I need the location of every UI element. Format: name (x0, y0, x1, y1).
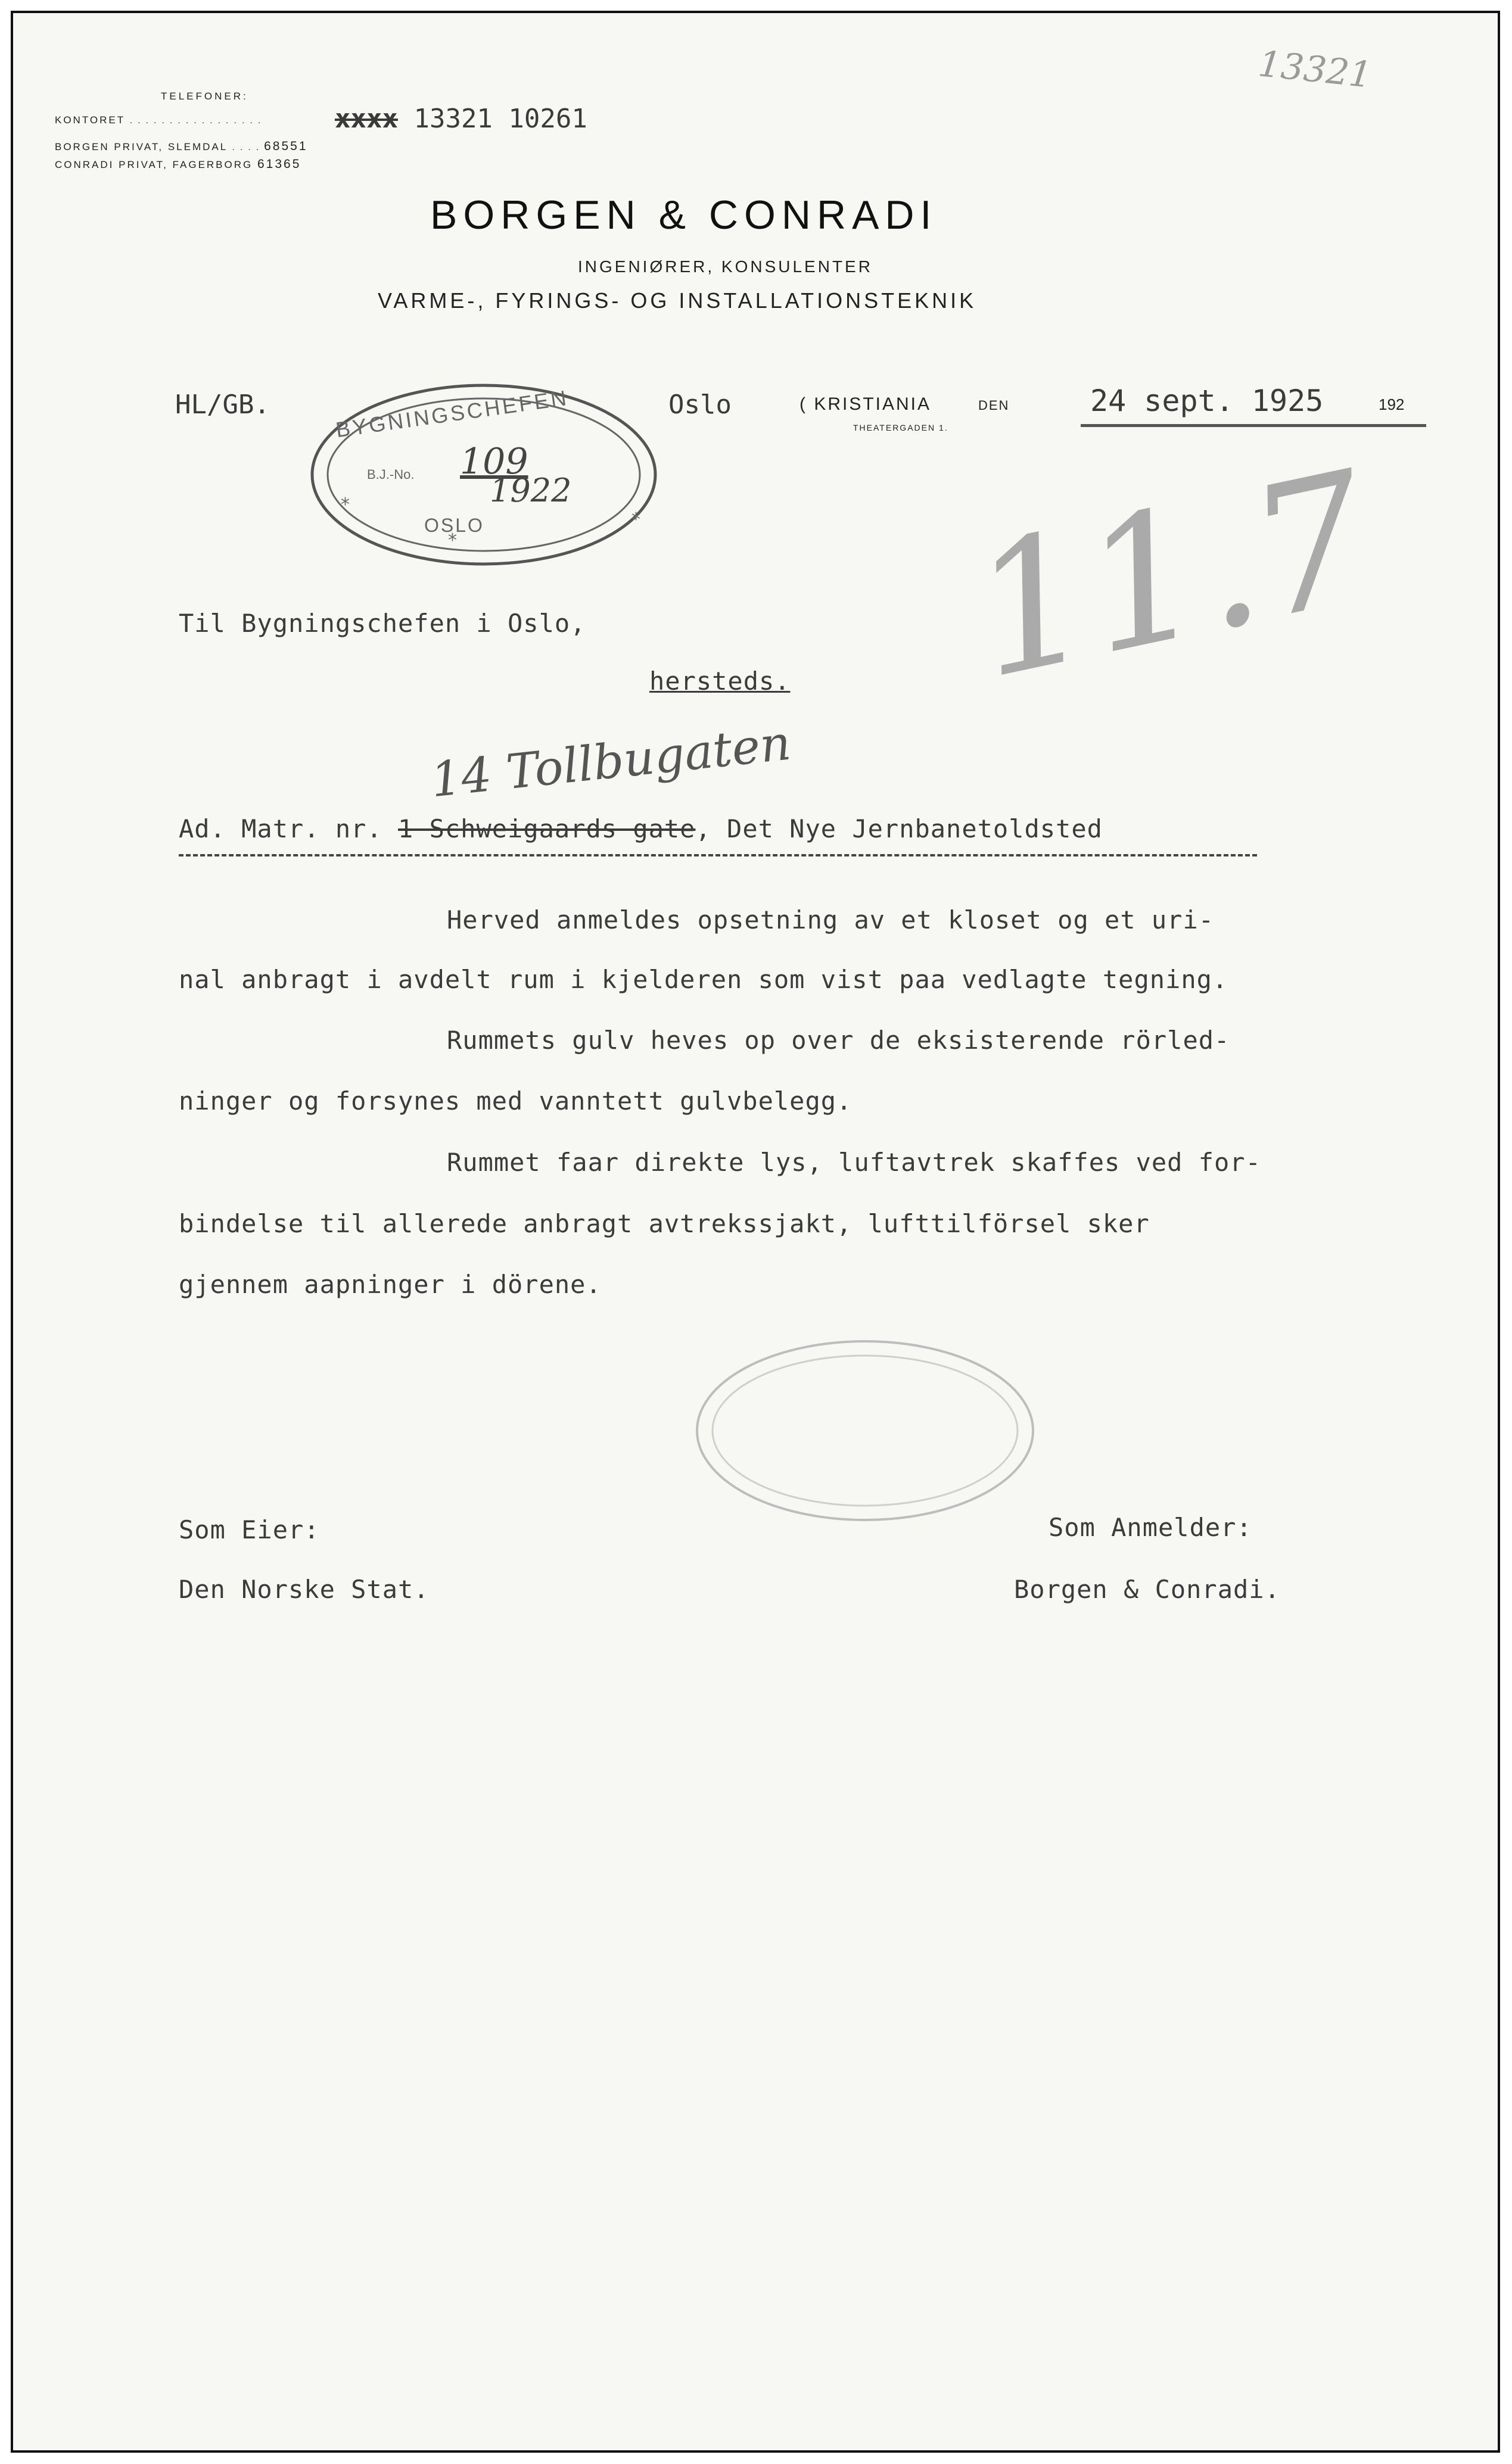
conradi-phone-row (55, 157, 301, 172)
stamp-star-2: * (341, 494, 350, 515)
faint-stamp (689, 1332, 1041, 1529)
borgen-label: BORGEN PRIVAT, SLEMDAL (55, 141, 228, 152)
subject-prefix: Ad. Matr. nr. (179, 814, 382, 843)
stamp-bottom-text: OSLO (424, 515, 484, 536)
body-line-2: nal anbragt i avdelt rum i kjelderen som vist paa vedlagte tegning. (179, 965, 1228, 994)
applicant-label: Som Anmelder: (1049, 1513, 1252, 1542)
borgen-phone-row (55, 139, 308, 154)
company-subtitle-2: VARME-, FYRINGS- OG INSTALLATIONSTEKNIK (378, 288, 977, 313)
office-numbers: 13321 10261 (413, 104, 587, 134)
printed-den: DEN (978, 398, 1010, 413)
applicant-name: Borgen & Conradi. (1014, 1575, 1280, 1604)
recipient-line-1: Til Bygningschefen i Oslo, (179, 609, 586, 638)
faint-stamp-oval (689, 1332, 1041, 1529)
phones-heading: TELEFONER: (161, 91, 248, 102)
body-line-5: Rummet faar direkte lys, luftavtrek skaffes ved for- (447, 1148, 1261, 1177)
conradi-label: CONRADI PRIVAT, FAGERBORG (55, 159, 253, 170)
dot-leader: . . . . . . . . . . . . . . . . . (129, 114, 262, 126)
body-line-4: ninger og forsynes med vanntett gulvbelegg. (179, 1086, 853, 1116)
archive-number: 13321 (1256, 43, 1374, 96)
printed-year-prefix: 192 (1379, 395, 1405, 413)
stamp-star-left: * (448, 530, 457, 551)
stamp-bj-number: 109 (460, 441, 528, 482)
dot-leader: . . . . (232, 141, 265, 152)
recipient-line-2: hersteds. (649, 666, 791, 696)
subject-line (179, 814, 1103, 843)
company-name: BORGEN & CONRADI (430, 192, 938, 238)
printed-address: THEATERGADEN 1. (853, 423, 948, 432)
body-line-6: bindelse til allerede anbragt avtrekssjakt, lufttilförsel sker (179, 1209, 1150, 1238)
office-struck-number: xxxx (335, 104, 398, 134)
subject-rest: , Det Nye Jernbanetoldsted (695, 814, 1103, 843)
letter-page (11, 11, 1500, 2453)
office-label: KONTORET (55, 114, 125, 126)
office-phone-row (55, 114, 262, 126)
office-numbers-row (335, 104, 587, 134)
borgen-number: 68551 (264, 139, 308, 153)
handwritten-mark: 11.7 (955, 432, 1387, 719)
owner-name: Den Norske Stat. (179, 1575, 430, 1604)
conradi-number: 61365 (257, 157, 301, 171)
subject-handwritten-insert: 14 Tollbugaten (428, 715, 794, 808)
printed-city: ( KRISTIANIA (799, 394, 932, 414)
subject-struck-address: 1 Schweigaards gate (398, 814, 696, 843)
body-line-3: Rummets gulv heves op over de eksisterende rörled- (447, 1026, 1230, 1055)
body-line-1: Herved anmeldes opsetning av et kloset og et uri- (447, 905, 1215, 934)
letter-date: 24 sept. 1925 (1090, 384, 1324, 418)
stamp-star-right: * (631, 509, 640, 530)
stamp-top-text: BYGNINGSCHEFEN (334, 385, 570, 443)
subject-underline (179, 854, 1257, 856)
body-line-7: gjennem aapninger i dörene. (179, 1270, 602, 1299)
company-subtitle-1: INGENIØRER, KONSULENTER (578, 257, 873, 276)
stamp-bj-label: B.J.-No. (367, 467, 415, 482)
received-stamp (305, 376, 662, 573)
date-underline (1081, 424, 1426, 427)
reference: HL/GB. (175, 390, 270, 420)
stamp-bj-year: 1922 (490, 472, 572, 509)
owner-label: Som Eier: (179, 1515, 320, 1544)
typed-city: Oslo (668, 390, 732, 420)
